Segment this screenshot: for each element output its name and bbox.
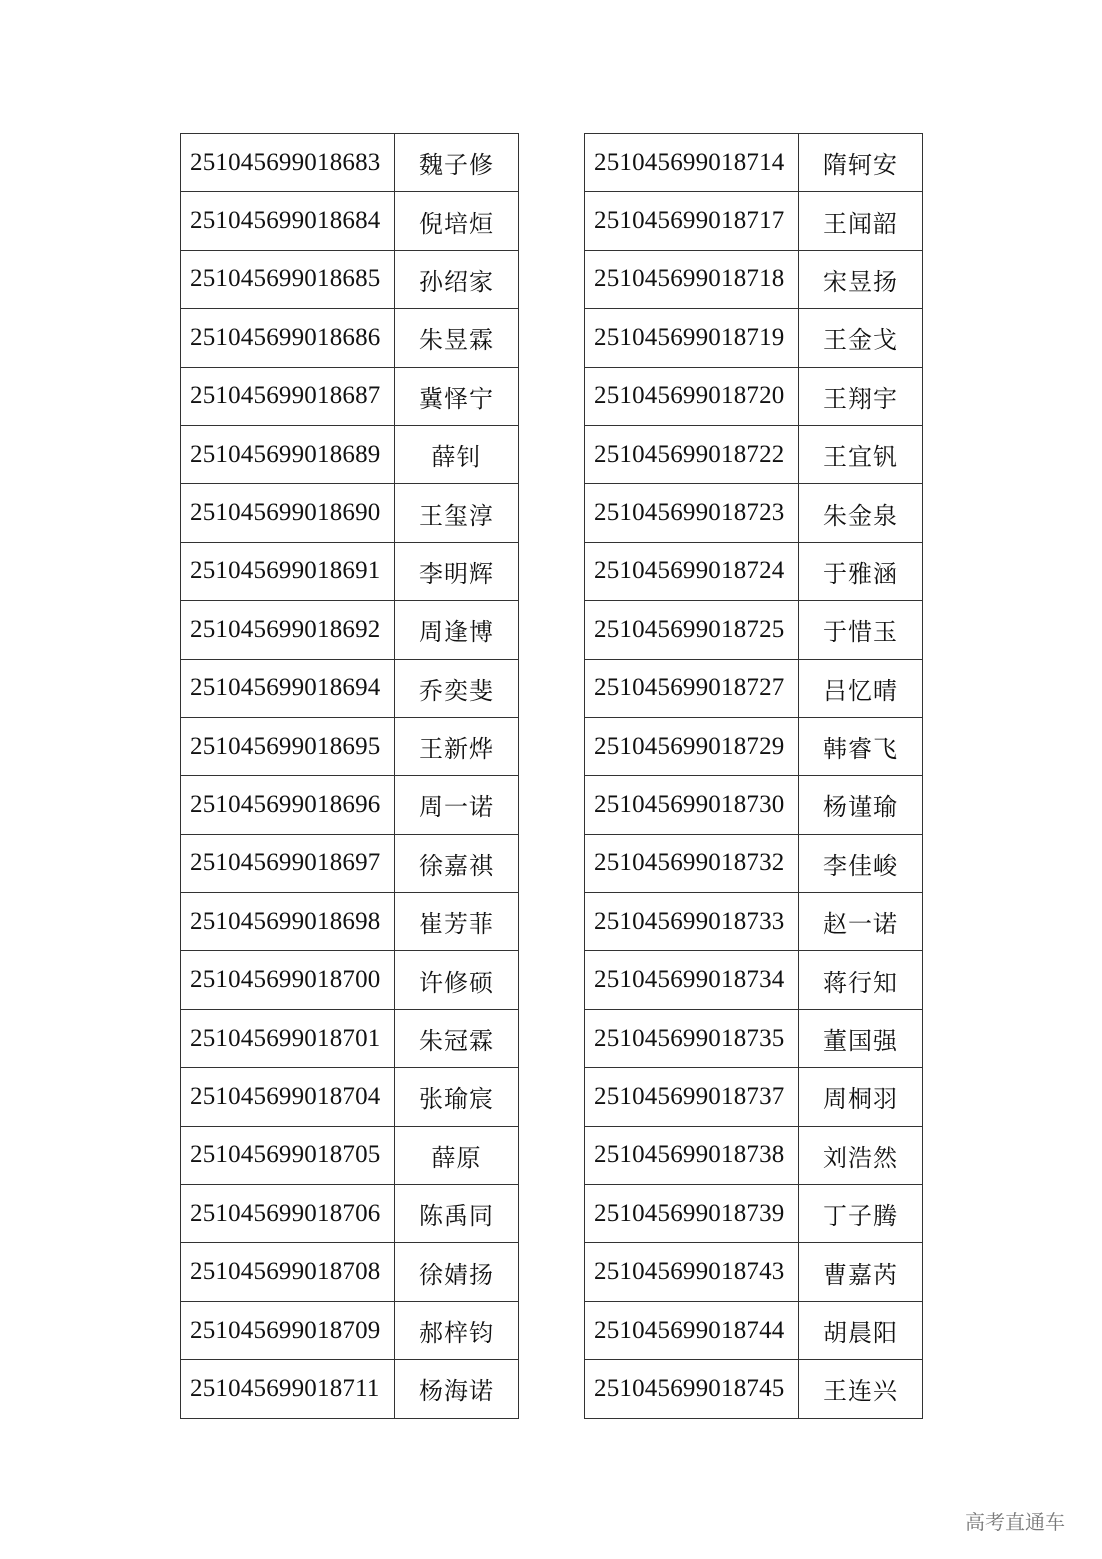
candidate-name: 于雅涵 xyxy=(799,542,923,600)
candidate-id: 251045699018705 xyxy=(181,1126,395,1184)
candidate-id: 251045699018687 xyxy=(181,367,395,425)
table-row xyxy=(585,542,923,600)
watermark: 高考直通车 xyxy=(965,1510,1065,1534)
candidate-name: 朱金泉 xyxy=(799,484,923,542)
candidate-id: 251045699018695 xyxy=(181,717,395,775)
table-row xyxy=(181,717,519,775)
candidate-id: 251045699018724 xyxy=(585,542,799,600)
table-row xyxy=(181,367,519,425)
candidate-id: 251045699018718 xyxy=(585,250,799,308)
candidate-name: 蒋行知 xyxy=(799,951,923,1009)
candidate-name: 乔奕斐 xyxy=(395,659,519,717)
candidate-id: 251045699018691 xyxy=(181,542,395,600)
candidate-id: 251045699018686 xyxy=(181,309,395,367)
candidate-id: 251045699018723 xyxy=(585,484,799,542)
candidate-name: 李明辉 xyxy=(395,542,519,600)
candidate-id: 251045699018704 xyxy=(181,1068,395,1126)
candidate-id: 251045699018719 xyxy=(585,309,799,367)
candidate-id: 251045699018743 xyxy=(585,1243,799,1301)
candidate-id: 251045699018701 xyxy=(181,1009,395,1067)
candidate-name: 许修硕 xyxy=(395,951,519,1009)
table-row xyxy=(585,776,923,834)
table-row xyxy=(585,1301,923,1359)
candidate-id: 251045699018692 xyxy=(181,601,395,659)
roster-table-left xyxy=(180,133,519,1419)
candidate-name: 赵一诺 xyxy=(799,893,923,951)
table-row xyxy=(585,367,923,425)
roster-table-right xyxy=(584,133,923,1419)
candidate-name: 于惜玉 xyxy=(799,601,923,659)
table-row xyxy=(181,893,519,951)
table-row xyxy=(181,1185,519,1243)
candidate-id: 251045699018684 xyxy=(181,192,395,250)
candidate-name: 徐嘉祺 xyxy=(395,834,519,892)
table-row xyxy=(585,484,923,542)
candidate-id: 251045699018735 xyxy=(585,1009,799,1067)
candidate-name: 王金戈 xyxy=(799,309,923,367)
candidate-name: 韩睿飞 xyxy=(799,717,923,775)
candidate-name: 王翔宇 xyxy=(799,367,923,425)
candidate-name: 周桐羽 xyxy=(799,1068,923,1126)
candidate-id: 251045699018697 xyxy=(181,834,395,892)
table-row xyxy=(585,1126,923,1184)
candidate-id: 251045699018717 xyxy=(585,192,799,250)
candidate-name: 曹嘉芮 xyxy=(799,1243,923,1301)
candidate-id: 251045699018725 xyxy=(585,601,799,659)
table-row xyxy=(585,717,923,775)
table-row xyxy=(181,601,519,659)
candidate-name: 吕忆晴 xyxy=(799,659,923,717)
table-row xyxy=(585,1185,923,1243)
candidate-name: 魏子修 xyxy=(395,134,519,192)
candidate-id: 251045699018708 xyxy=(181,1243,395,1301)
candidate-id: 251045699018720 xyxy=(585,367,799,425)
candidate-id: 251045699018733 xyxy=(585,893,799,951)
candidate-name: 朱冠霖 xyxy=(395,1009,519,1067)
table-row xyxy=(181,1126,519,1184)
candidate-name: 李佳峻 xyxy=(799,834,923,892)
table-row xyxy=(181,951,519,1009)
candidate-id: 251045699018739 xyxy=(585,1185,799,1243)
candidate-name: 薛原 xyxy=(395,1126,519,1184)
candidate-name: 董国强 xyxy=(799,1009,923,1067)
candidate-id: 251045699018729 xyxy=(585,717,799,775)
table-row xyxy=(181,659,519,717)
table-row xyxy=(181,1243,519,1301)
table-row xyxy=(181,776,519,834)
candidate-id: 251045699018700 xyxy=(181,951,395,1009)
candidate-id: 251045699018745 xyxy=(585,1360,799,1418)
candidate-name: 薛钊 xyxy=(395,425,519,483)
candidate-id: 251045699018744 xyxy=(585,1301,799,1359)
candidate-name: 杨海诺 xyxy=(395,1360,519,1418)
table-row xyxy=(585,192,923,250)
candidate-id: 251045699018690 xyxy=(181,484,395,542)
candidate-name: 王玺淳 xyxy=(395,484,519,542)
table-row xyxy=(585,1009,923,1067)
candidate-name: 宋昱扬 xyxy=(799,250,923,308)
candidate-id: 251045699018706 xyxy=(181,1185,395,1243)
table-row xyxy=(585,659,923,717)
candidate-name: 倪培烜 xyxy=(395,192,519,250)
table-row xyxy=(585,425,923,483)
candidate-name: 刘浩然 xyxy=(799,1126,923,1184)
table-row xyxy=(585,951,923,1009)
candidate-id: 251045699018714 xyxy=(585,134,799,192)
candidate-id: 251045699018711 xyxy=(181,1360,395,1418)
candidate-id: 251045699018737 xyxy=(585,1068,799,1126)
candidate-name: 崔芳菲 xyxy=(395,893,519,951)
candidate-id: 251045699018696 xyxy=(181,776,395,834)
candidate-name: 周逢博 xyxy=(395,601,519,659)
table-row xyxy=(181,1301,519,1359)
candidate-name: 周一诺 xyxy=(395,776,519,834)
candidate-id: 251045699018683 xyxy=(181,134,395,192)
candidate-id: 251045699018730 xyxy=(585,776,799,834)
candidate-name: 丁子腾 xyxy=(799,1185,923,1243)
table-row xyxy=(585,601,923,659)
table-row xyxy=(585,1243,923,1301)
candidate-id: 251045699018732 xyxy=(585,834,799,892)
candidate-name: 王闻韶 xyxy=(799,192,923,250)
candidate-id: 251045699018694 xyxy=(181,659,395,717)
table-row xyxy=(181,425,519,483)
table-row xyxy=(585,134,923,192)
table-row xyxy=(585,1068,923,1126)
candidate-name: 孙绍家 xyxy=(395,250,519,308)
table-row xyxy=(585,250,923,308)
candidate-name: 王新烨 xyxy=(395,717,519,775)
table-row xyxy=(585,1360,923,1418)
candidate-name: 陈禹同 xyxy=(395,1185,519,1243)
table-row xyxy=(181,309,519,367)
candidate-name: 王连兴 xyxy=(799,1360,923,1418)
candidate-id: 251045699018738 xyxy=(585,1126,799,1184)
candidate-name: 胡晨阳 xyxy=(799,1301,923,1359)
candidate-id: 251045699018709 xyxy=(181,1301,395,1359)
table-row xyxy=(181,484,519,542)
candidate-id: 251045699018689 xyxy=(181,425,395,483)
table-row xyxy=(181,1009,519,1067)
candidate-name: 徐婧扬 xyxy=(395,1243,519,1301)
candidate-name: 张瑜宸 xyxy=(395,1068,519,1126)
candidate-name: 朱昱霖 xyxy=(395,309,519,367)
candidate-id: 251045699018685 xyxy=(181,250,395,308)
table-row xyxy=(181,250,519,308)
candidate-name: 郝梓钧 xyxy=(395,1301,519,1359)
candidate-name: 王宜钒 xyxy=(799,425,923,483)
table-row xyxy=(585,893,923,951)
table-row xyxy=(585,309,923,367)
table-row xyxy=(181,1360,519,1418)
candidate-id: 251045699018734 xyxy=(585,951,799,1009)
table-row xyxy=(181,1068,519,1126)
candidate-name: 冀怿宁 xyxy=(395,367,519,425)
table-row xyxy=(181,834,519,892)
candidate-name: 杨谨瑜 xyxy=(799,776,923,834)
candidate-id: 251045699018727 xyxy=(585,659,799,717)
table-row xyxy=(181,192,519,250)
table-row xyxy=(181,542,519,600)
table-row xyxy=(181,134,519,192)
table-row xyxy=(585,834,923,892)
candidate-name: 隋轲安 xyxy=(799,134,923,192)
candidate-id: 251045699018722 xyxy=(585,425,799,483)
candidate-id: 251045699018698 xyxy=(181,893,395,951)
